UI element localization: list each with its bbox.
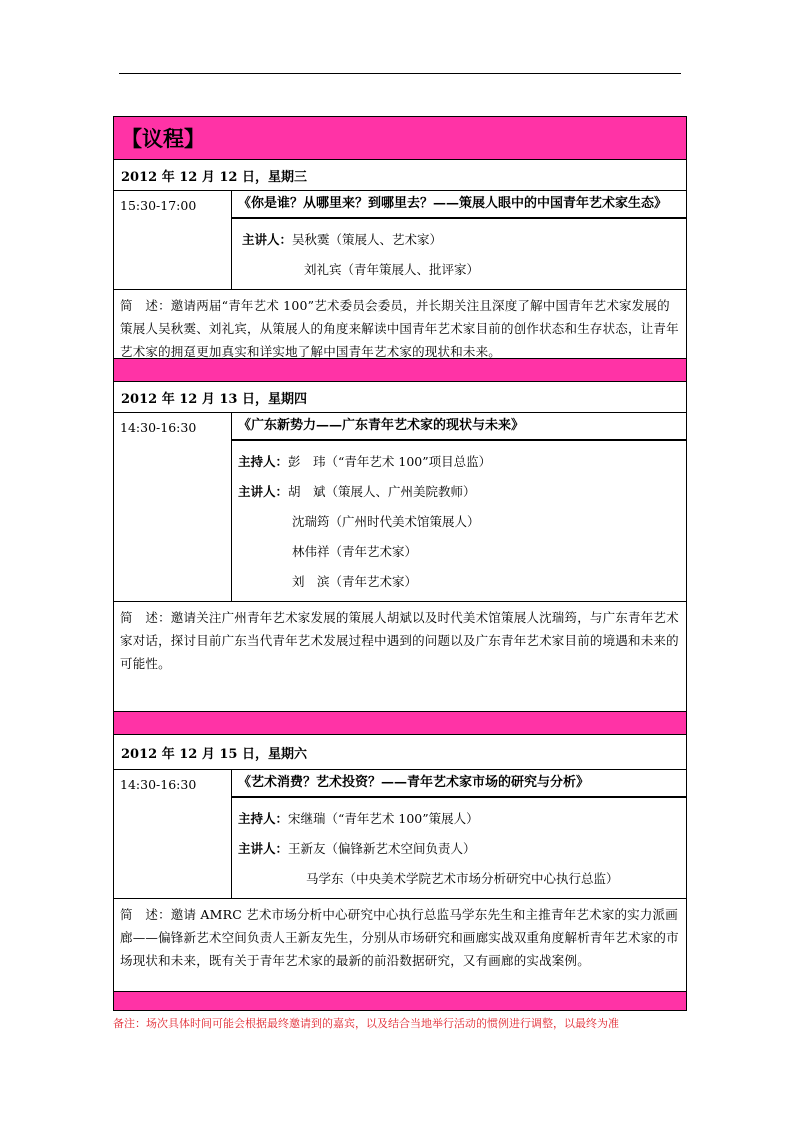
- header-rule: [119, 73, 681, 74]
- speaker-row: [238, 804, 680, 834]
- session-row: [114, 413, 686, 602]
- speaker-row: [238, 834, 680, 864]
- session-title: 《你是谁？从哪里来？到哪里去？——策展人眼中的中国青年艺术家生态》: [232, 191, 686, 219]
- speaker-name: 刘礼宾（青年策展人、批评家）: [304, 262, 480, 277]
- speaker-name: 彭 玮（“青年艺术 100”项目总监）: [288, 454, 492, 469]
- separator-band: [114, 712, 686, 735]
- speaker-name: 沈瑞筠（广州时代美术馆策展人）: [292, 514, 480, 529]
- speaker-role: 主持人：: [238, 811, 289, 826]
- session-date: 2012 年 12 月 15 日，星期六: [114, 735, 686, 770]
- footnote: 备注：场次具体时间可能会根据最终邀请到的嘉宾，以及结合当地举行活动的惯例进行调整，以最终为准: [113, 1017, 619, 1030]
- agenda: [113, 116, 687, 1031]
- session-details: [232, 191, 686, 289]
- speaker-name: 刘 滨（青年艺术家）: [292, 574, 418, 589]
- agenda-title: 【议程】: [114, 117, 686, 160]
- session-time: 14:30-16:30: [114, 770, 232, 898]
- session-title: 《艺术消费？艺术投资？——青年艺术家市场的研究与分析》: [232, 770, 686, 798]
- session-time: 14:30-16:30: [114, 413, 232, 601]
- session-date: 2012 年 12 月 12 日，星期三: [114, 160, 686, 191]
- speaker-list: [232, 219, 686, 289]
- speaker-row: [242, 225, 680, 255]
- speaker-row: [238, 567, 680, 597]
- session-title: 《广东新势力——广东青年艺术家的现状与未来》: [232, 413, 686, 441]
- session-details: [232, 413, 686, 601]
- speaker-role: 主讲人：: [238, 841, 289, 856]
- separator-band: [114, 992, 686, 1010]
- speaker-name: 王新友（偏锋新艺术空间负责人）: [288, 841, 476, 856]
- speaker-list: [232, 798, 686, 898]
- speaker-role: 主讲人：: [242, 232, 293, 247]
- speaker-name: 吴秋霙（策展人、艺术家）: [292, 232, 443, 247]
- speaker-row: [238, 447, 680, 477]
- speaker-name: 胡 斌（策展人、广州美院教师）: [288, 484, 476, 499]
- speaker-row: [238, 537, 680, 567]
- speaker-row: [238, 477, 680, 507]
- speaker-row: [238, 864, 680, 894]
- speaker-name: 宋继瑞（“青年艺术 100”策展人）: [288, 811, 479, 826]
- session-date: 2012 年 12 月 13 日，星期四: [114, 382, 686, 413]
- speaker-row: [242, 255, 680, 285]
- session-description: 简 述：邀请关注广州青年艺术家发展的策展人胡斌以及时代美术馆策展人沈瑞筠，与广东青年艺术家对话，探讨目前广东当代青年艺术发展过程中遇到的问题以及广东青年艺术家目前的境遇和未来的可能性。: [114, 602, 686, 712]
- speaker-role: 主讲人：: [238, 484, 289, 499]
- session-row: [114, 770, 686, 899]
- session-description: 简 述：邀请两届“青年艺术 100”艺术委员会委员，并长期关注且深度了解中国青年艺术家发展的策展人吴秋霙、刘礼宾，从策展人的角度来解读中国青年艺术家目前的创作状态和生存状态，让青年艺术家的拥趸更加真实和详实地了解中国青年艺术家的现状和未来。: [114, 290, 686, 359]
- speaker-role: 主持人：: [238, 454, 289, 469]
- session-row: [114, 191, 686, 290]
- speaker-row: [238, 507, 680, 537]
- session-details: [232, 770, 686, 898]
- speaker-name: 林伟祥（青年艺术家）: [292, 544, 418, 559]
- speaker-name: 马学东（中央美术学院艺术市场分析研究中心执行总监）: [306, 871, 619, 886]
- agenda-table: [113, 116, 687, 1011]
- session-time: 15:30-17:00: [114, 191, 232, 289]
- session-description: 简 述：邀请 AMRC 艺术市场分析中心研究中心执行总监马学东先生和主推青年艺术家的实力派画廊——偏锋新艺术空间负责人王新友先生，分别从市场研究和画廊实战双重角度解析青年艺术家的市场现状和未来，既有关于青年艺术家的最新的前沿数据研究，又有画廊的实战案例。: [114, 899, 686, 992]
- speaker-list: [232, 441, 686, 601]
